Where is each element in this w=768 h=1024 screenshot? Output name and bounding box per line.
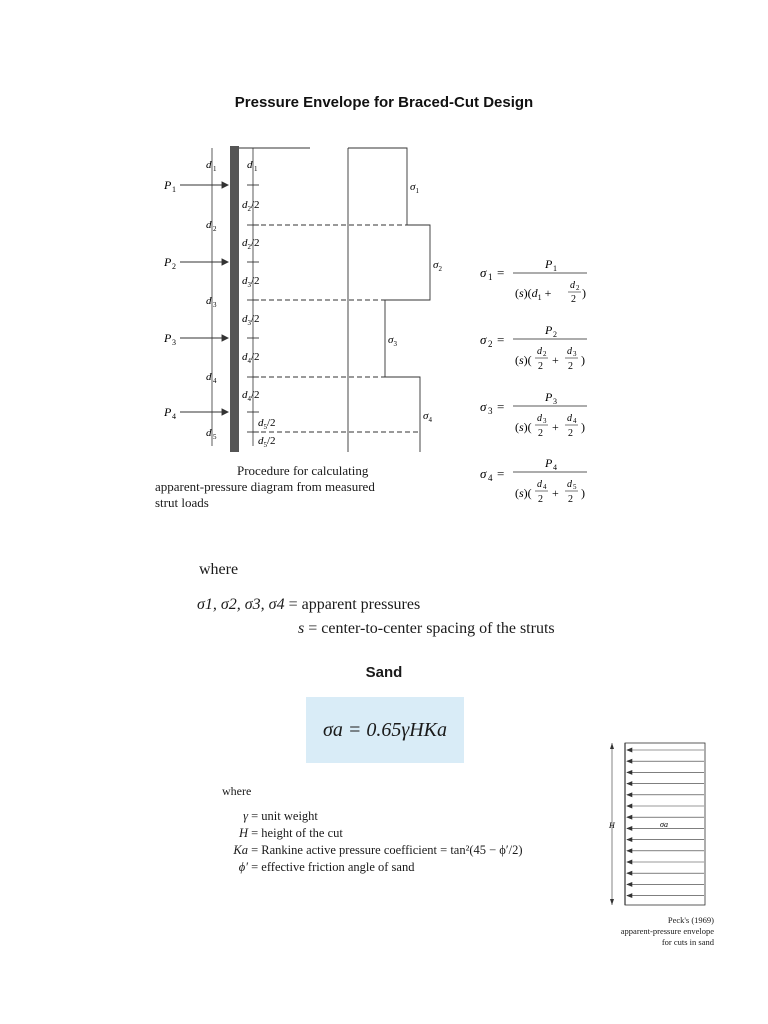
peck-arrowhead [627, 860, 632, 864]
svg-text:(s)(: (s)( [515, 420, 532, 434]
where-label-2: where [222, 784, 252, 798]
svg-text:d: d [206, 159, 212, 171]
svg-text:d4/2: $d_4/2$ [242, 351, 260, 365]
svg-text:2: 2 [172, 262, 176, 271]
svg-text:=: = [497, 466, 505, 481]
svg-text:d3/2: $d_3/2$ [242, 313, 260, 327]
definition-phi: ϕ′ = effective friction angle of sand [238, 860, 415, 874]
svg-text:1: 1 [254, 165, 258, 173]
peck-arrowhead [627, 815, 632, 819]
svg-text:σ: σ [480, 399, 487, 414]
pressure-equations [475, 250, 605, 520]
svg-text:d: d [567, 413, 572, 424]
peck-arrowhead [627, 793, 632, 797]
svg-text:4: 4 [573, 417, 577, 425]
svg-text:2: 2 [538, 428, 543, 439]
svg-text:+: + [552, 486, 559, 500]
svg-text:3: 3 [553, 397, 557, 406]
svg-text:d5/2: $d_5/2$ [258, 435, 276, 449]
svg-text:4: 4 [543, 483, 547, 491]
svg-text:2: 2 [538, 494, 543, 505]
svg-text:P: P [545, 323, 553, 337]
definition-H: H = height of the cut [238, 826, 343, 840]
svg-text:): ) [582, 286, 586, 300]
peck-envelope-diagram [600, 740, 710, 910]
svg-text:d: d [537, 346, 542, 357]
svg-text:d: d [537, 413, 542, 424]
definition-Ka: Ka = Rankine active pressure coefficient = tan²(45 − ϕ′/2) [233, 843, 523, 857]
peck-arrowhead [627, 748, 632, 752]
svg-text:4: 4 [488, 473, 493, 483]
peck-arrowhead [627, 782, 632, 786]
strut-load-diagram [150, 140, 460, 460]
page-title: Pressure Envelope for Braced-Cut Design [234, 94, 534, 111]
peck-label-sigma: σa [660, 820, 668, 829]
sand-heading: Sand [365, 664, 403, 681]
svg-text:2: 2 [571, 294, 576, 305]
svg-text:3: 3 [172, 338, 176, 347]
peck-label-H: H [609, 821, 615, 830]
definition-s-text: = center-to-center spacing of the struts [308, 620, 555, 637]
peck-caption: Peck's (1969) apparent-pressure envelope for cuts in sand [620, 915, 714, 947]
label-sigma2: $\sigma_2$ [433, 259, 442, 273]
svg-text:3: 3 [213, 301, 217, 309]
peck-arrowhead [627, 882, 632, 886]
peck-arrowhead [627, 770, 632, 774]
svg-text:σ: σ [480, 265, 487, 280]
svg-text:σ: σ [480, 466, 487, 481]
svg-text:d: d [570, 280, 575, 291]
svg-text:d3/2: $d_3/2$ [242, 275, 260, 289]
svg-text:d2/2: $d_2/2$ [242, 199, 260, 213]
peck-arrowhead [627, 871, 632, 875]
definition-s-symbol: s [298, 620, 305, 637]
svg-text:4: 4 [172, 412, 176, 421]
svg-text:d4/2: $d_4/2$ [242, 389, 260, 403]
label-sigma1: $\sigma_1$ [410, 181, 419, 195]
svg-text:2: 2 [543, 350, 547, 358]
svg-text:4: 4 [553, 463, 557, 472]
svg-text:3: 3 [543, 417, 547, 425]
svg-text:): ) [581, 486, 585, 500]
svg-text:d: d [247, 159, 253, 171]
svg-text:d: d [537, 479, 542, 490]
label-P4: P [164, 405, 172, 419]
svg-text:σ: σ [480, 332, 487, 347]
svg-text:2: 2 [213, 225, 217, 233]
definition-sigma [197, 596, 420, 614]
label-sigma3: $\sigma_3$ [388, 334, 397, 348]
definition-sigma-text: = apparent pressures [288, 596, 421, 613]
svg-text:1: 1 [488, 272, 493, 282]
svg-text:+: + [552, 353, 559, 367]
definitions-list-2 [222, 808, 523, 876]
svg-text:d: d [206, 371, 212, 383]
svg-text:P: P [545, 456, 553, 470]
definition-s [298, 620, 555, 638]
svg-text:=: = [497, 332, 505, 347]
svg-text:(s)(: (s)( [515, 353, 532, 367]
svg-text:5: 5 [573, 483, 577, 491]
peck-arrowhead [627, 838, 632, 842]
svg-text:2: 2 [488, 339, 493, 349]
svg-text:2: 2 [568, 494, 573, 505]
label-P3: P [164, 331, 172, 345]
svg-text:5: 5 [213, 433, 217, 441]
svg-text:2: 2 [538, 361, 543, 372]
svg-text:d2/2: $d_2/2$ [242, 237, 260, 251]
label-sigma4: $\sigma_4$ [423, 410, 432, 424]
svg-text:): ) [581, 353, 585, 367]
svg-text:(s)(: (s)( [515, 486, 532, 500]
svg-text:d: d [567, 346, 572, 357]
sand-equation: σa = 0.65γHKa [322, 718, 448, 741]
svg-text:1: 1 [553, 264, 557, 273]
label-P1: P [164, 178, 172, 192]
svg-text:=: = [497, 399, 505, 414]
svg-text:P: P [545, 257, 553, 271]
peck-arrowhead [627, 826, 632, 830]
definition-gamma: γ = unit weight [243, 809, 318, 823]
svg-text:=: = [497, 265, 505, 280]
where-label-1: where [199, 561, 239, 578]
svg-text:(s)(d1 +: $(s)(d_1$ + [515, 286, 552, 302]
svg-text:2: 2 [568, 361, 573, 372]
sand-equation-box [306, 697, 464, 763]
svg-text:d: d [567, 479, 572, 490]
svg-text:4: 4 [213, 377, 217, 385]
svg-text:3: 3 [488, 406, 493, 416]
diagram-caption: Procedure for calculating apparent-pressure diagram from measured strut loads [155, 463, 375, 510]
svg-text:1: 1 [213, 165, 217, 173]
peck-arrowhead [627, 759, 632, 763]
svg-text:1: 1 [172, 185, 176, 194]
peck-arrowhead [627, 894, 632, 898]
definition-sigma-symbol: σ1, σ2, σ3, σ4 [197, 596, 285, 613]
peck-arrowhead [627, 804, 632, 808]
svg-text:d: d [206, 295, 212, 307]
svg-text:P: P [545, 390, 553, 404]
svg-text:d: d [206, 219, 212, 231]
svg-text:3: 3 [573, 350, 577, 358]
label-P2: P [164, 255, 172, 269]
svg-text:d: d [206, 427, 212, 439]
svg-text:2: 2 [568, 428, 573, 439]
svg-text:d5/2: $d_5/2$ [258, 417, 276, 431]
svg-text:2: 2 [576, 284, 580, 292]
svg-text:+: + [552, 420, 559, 434]
svg-text:): ) [581, 420, 585, 434]
peck-arrowhead [627, 849, 632, 853]
svg-text:2: 2 [553, 330, 557, 339]
